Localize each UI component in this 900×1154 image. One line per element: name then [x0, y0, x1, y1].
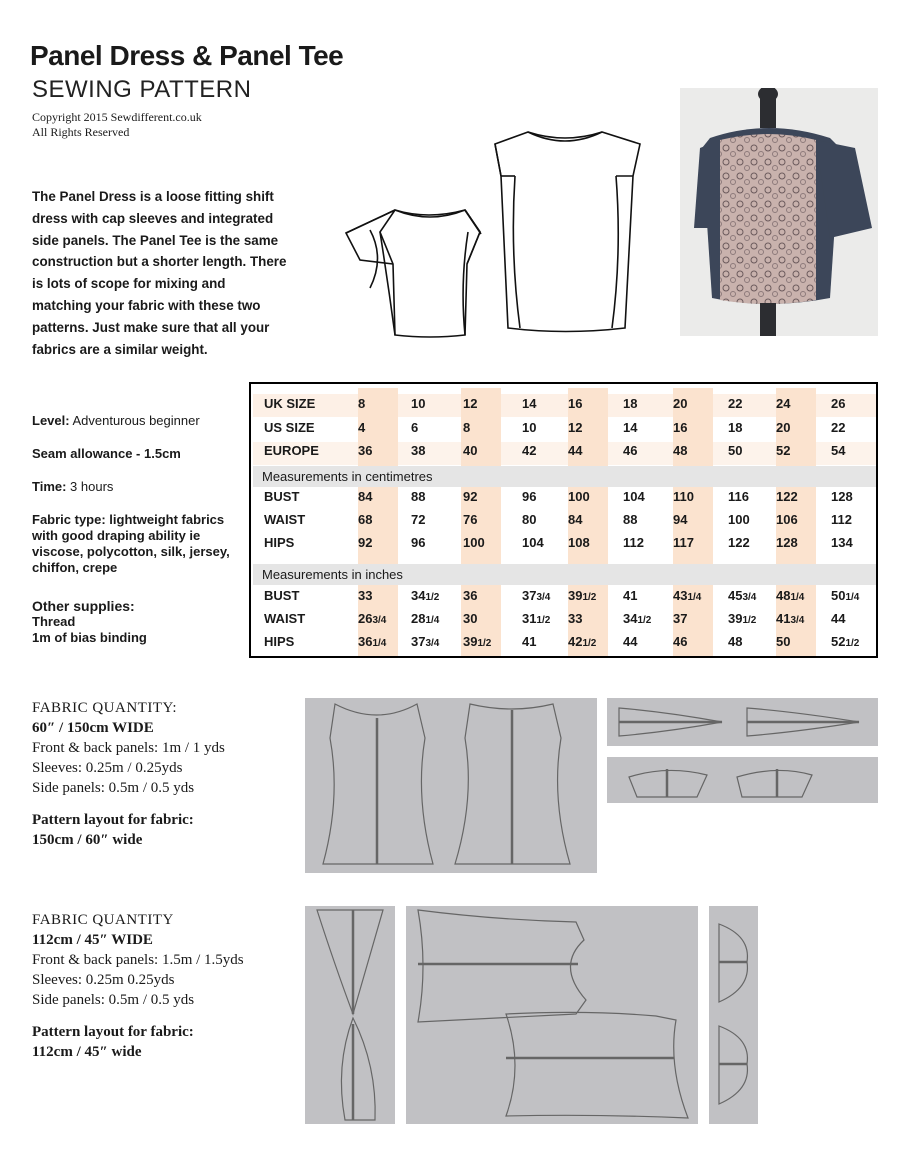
cell-whole: 37	[522, 588, 537, 603]
table-cell: 84	[568, 512, 583, 527]
table-cell	[776, 611, 812, 626]
table-cell: 20	[776, 420, 791, 435]
table-cell: 94	[673, 512, 688, 527]
table-cell: 112	[831, 512, 852, 527]
cell-fraction: 1/2	[477, 638, 492, 649]
table-cell	[463, 588, 499, 603]
table-cell: 14	[623, 420, 638, 435]
table-cell	[728, 588, 764, 603]
table-cell: 18	[623, 396, 638, 411]
cell-whole: 50	[831, 588, 846, 603]
row-label: BUST	[264, 489, 300, 504]
table-cell: 12	[463, 396, 478, 411]
dress-drawing-icon	[495, 132, 640, 332]
table-cell	[831, 588, 867, 603]
cell-fraction: 1/2	[582, 592, 597, 603]
table-cell: 36	[358, 443, 373, 458]
cell-whole: 44	[831, 611, 846, 626]
row-label: HIPS	[264, 634, 295, 649]
table-cell: 128	[831, 489, 853, 504]
time-info: Time: 3 hours	[32, 479, 114, 494]
table-cell: 76	[463, 512, 478, 527]
fabric-quantity-150: FABRIC QUANTITY: 60″ / 150cm WIDE Front & back panels: 1m / 1 yds Sleeves: 0.25m / 0.25yds Side panels: 0.5m / 0.5 yds Pattern layout for fabric: 150cm / 60″ wide	[32, 700, 225, 848]
layout-112-side-panels	[305, 906, 395, 1124]
cell-whole: 52	[831, 634, 846, 649]
size-table-row	[251, 606, 876, 629]
table-cell: 110	[673, 489, 694, 504]
table-cell: 134	[831, 535, 853, 550]
table-cell	[728, 611, 764, 626]
table-cell: 96	[522, 489, 537, 504]
table-cell	[673, 634, 709, 649]
table-cell	[568, 588, 604, 603]
cell-whole: 44	[623, 634, 638, 649]
table-cell: 92	[358, 535, 373, 550]
table-cell: 68	[358, 512, 373, 527]
table-cell	[728, 634, 764, 649]
layout-150-bodice-panels	[305, 698, 597, 873]
table-cell	[776, 588, 812, 603]
cell-whole: 39	[463, 634, 478, 649]
table-cell: 46	[623, 443, 638, 458]
cell-whole: 41	[522, 634, 537, 649]
table-cell: 54	[831, 443, 846, 458]
table-cell	[568, 611, 604, 626]
tee-drawing-icon	[346, 210, 481, 337]
table-cell: 116	[728, 489, 749, 504]
cell-whole: 37	[411, 634, 426, 649]
cell-fraction: 1/2	[425, 592, 440, 603]
table-cell: 84	[358, 489, 373, 504]
cell-whole: 34	[411, 588, 426, 603]
cell-whole: 43	[673, 588, 688, 603]
table-cell: 42	[522, 443, 537, 458]
table-cell	[623, 634, 659, 649]
cell-whole: 36	[463, 588, 478, 603]
table-cell	[522, 588, 558, 603]
cell-fraction: 1/2	[582, 638, 597, 649]
cell-whole: 33	[568, 611, 583, 626]
table-cell	[831, 611, 867, 626]
table-cell: 10	[522, 420, 537, 435]
table-cell: 108	[568, 535, 590, 550]
supplies-info: Other supplies: Thread 1m of bias binding	[32, 598, 147, 645]
table-cell	[358, 611, 394, 626]
cell-whole: 39	[568, 588, 583, 603]
cell-whole: 50	[776, 634, 791, 649]
table-cell: 88	[623, 512, 638, 527]
table-cell: 18	[728, 420, 743, 435]
row-label: EUROPE	[264, 443, 319, 458]
cell-fraction: 3/4	[790, 615, 805, 626]
table-cell	[463, 611, 499, 626]
cell-fraction: 1/4	[790, 592, 805, 603]
table-cell	[623, 611, 659, 626]
table-cell: 40	[463, 443, 478, 458]
table-cell: 128	[776, 535, 798, 550]
table-cell	[673, 611, 709, 626]
cell-whole: 45	[728, 588, 743, 603]
table-cell: 72	[411, 512, 426, 527]
table-cell: 100	[463, 535, 485, 550]
table-cell: 112	[623, 535, 644, 550]
size-table-row	[251, 438, 876, 461]
table-cell: 104	[522, 535, 544, 550]
table-cell: 16	[568, 396, 583, 411]
layout-112-sleeves	[709, 906, 758, 1124]
cell-whole: 26	[358, 611, 373, 626]
cell-fraction: 3/4	[372, 615, 387, 626]
table-cell: 88	[411, 489, 426, 504]
table-cell: 117	[673, 535, 694, 550]
row-label: US SIZE	[264, 420, 315, 435]
cell-whole: 46	[673, 634, 688, 649]
cell-whole: 42	[568, 634, 583, 649]
table-cell	[568, 634, 604, 649]
layout-112-bodice-panels	[406, 906, 698, 1124]
layout-150-sleeves	[607, 757, 878, 803]
fabric-type-info: Fabric type: lightweight fabrics with good draping ability ie viscose, polycotton, silk, jersey, chiffon, crepe	[32, 512, 230, 575]
table-cell	[522, 634, 558, 649]
table-cell: 22	[831, 420, 846, 435]
table-cell	[411, 634, 447, 649]
table-cell: 80	[522, 512, 537, 527]
table-cell	[411, 611, 447, 626]
table-cell: 8	[358, 396, 366, 411]
size-table-row	[251, 629, 876, 652]
table-cell: 12	[568, 420, 583, 435]
cell-whole: 36	[358, 634, 373, 649]
table-cell: 20	[673, 396, 688, 411]
page-subtitle: SEWING PATTERN	[32, 76, 252, 103]
table-cell: 10	[411, 396, 426, 411]
cell-fraction: 1/2	[742, 615, 757, 626]
cell-whole: 34	[623, 611, 638, 626]
cm-heading-band: Measurements in centimetres	[253, 466, 876, 487]
table-cell: 48	[673, 443, 688, 458]
size-table-row	[251, 484, 876, 507]
size-table-row	[251, 583, 876, 606]
table-cell	[522, 611, 558, 626]
product-photo	[680, 88, 878, 336]
fabric-quantity-112: FABRIC QUANTITY 112cm / 45″ WIDE Front & back panels: 1.5m / 1.5yds Sleeves: 0.25m 0.25yds Side panels: 0.5m / 0.5 yds Pattern layout for fabric: 112cm / 45″ wide	[32, 912, 244, 1060]
row-label: UK SIZE	[264, 396, 316, 411]
table-cell: 104	[623, 489, 645, 504]
garment-illustrations	[340, 108, 670, 348]
copyright-block	[32, 110, 202, 140]
table-cell: 96	[411, 535, 426, 550]
seam-allowance: Seam allowance - 1.5cm	[32, 446, 181, 461]
cell-whole: 41	[776, 611, 791, 626]
cell-fraction: 1/4	[372, 638, 387, 649]
cell-fraction: 1/2	[536, 615, 551, 626]
cell-whole: 33	[358, 588, 373, 603]
row-label: HIPS	[264, 535, 295, 550]
table-cell	[358, 634, 394, 649]
table-cell: 16	[673, 420, 688, 435]
cell-fraction: 1/4	[687, 592, 702, 603]
cell-fraction: 1/4	[845, 592, 860, 603]
size-table-row	[251, 530, 876, 553]
size-chart-table	[249, 382, 878, 658]
size-table-row	[251, 391, 876, 414]
copyright-text: Copyright 2015 Sewdifferent.co.uk	[32, 110, 202, 124]
table-cell: 8	[463, 420, 471, 435]
table-cell: 26	[831, 396, 846, 411]
table-cell: 50	[728, 443, 743, 458]
cell-fraction: 1/2	[845, 638, 860, 649]
table-cell	[358, 588, 394, 603]
layout-150-side-panels	[607, 698, 878, 746]
table-cell: 122	[728, 535, 750, 550]
size-table-row	[251, 507, 876, 530]
row-label: WAIST	[264, 512, 306, 527]
table-cell: 22	[728, 396, 743, 411]
row-label: BUST	[264, 588, 300, 603]
rights-text: All Rights Reserved	[32, 125, 130, 139]
cell-whole: 37	[673, 611, 688, 626]
table-cell: 6	[411, 420, 419, 435]
table-cell: 38	[411, 443, 426, 458]
table-cell: 14	[522, 396, 537, 411]
table-cell: 92	[463, 489, 478, 504]
table-cell: 106	[776, 512, 798, 527]
table-cell	[831, 634, 867, 649]
table-cell: 122	[776, 489, 798, 504]
row-label: WAIST	[264, 611, 306, 626]
page-title: Panel Dress & Panel Tee	[30, 40, 344, 71]
intro-paragraph: The Panel Dress is a loose fitting shift dress with cap sleeves and integrated side panels. The Panel Tee is the same construction but a shorter length. There is lots of scope for mixing and matching your fabric with these two patterns. Just make sure that all your fabrics are a similar weight.	[32, 189, 287, 357]
table-cell	[623, 588, 659, 603]
table-cell	[673, 588, 709, 603]
cell-whole: 41	[623, 588, 638, 603]
table-cell: 4	[358, 420, 366, 435]
cell-fraction: 3/4	[425, 638, 440, 649]
cell-whole: 48	[776, 588, 791, 603]
table-cell: 24	[776, 396, 791, 411]
table-cell: 44	[568, 443, 583, 458]
table-cell	[411, 588, 447, 603]
cell-fraction: 1/2	[637, 615, 652, 626]
table-cell	[463, 634, 499, 649]
table-cell: 100	[568, 489, 590, 504]
table-cell: 52	[776, 443, 791, 458]
table-cell	[776, 634, 812, 649]
size-table-row	[251, 415, 876, 438]
table-cell: 100	[728, 512, 750, 527]
cell-whole: 31	[522, 611, 537, 626]
cell-fraction: 1/4	[425, 615, 440, 626]
cell-whole: 28	[411, 611, 426, 626]
cell-fraction: 3/4	[742, 592, 757, 603]
cell-whole: 39	[728, 611, 743, 626]
cell-whole: 30	[463, 611, 478, 626]
cell-fraction: 3/4	[536, 592, 551, 603]
level-info: Level: Adventurous beginner	[32, 413, 200, 428]
inch-heading-band: Measurements in inches	[253, 564, 876, 585]
cell-whole: 48	[728, 634, 743, 649]
